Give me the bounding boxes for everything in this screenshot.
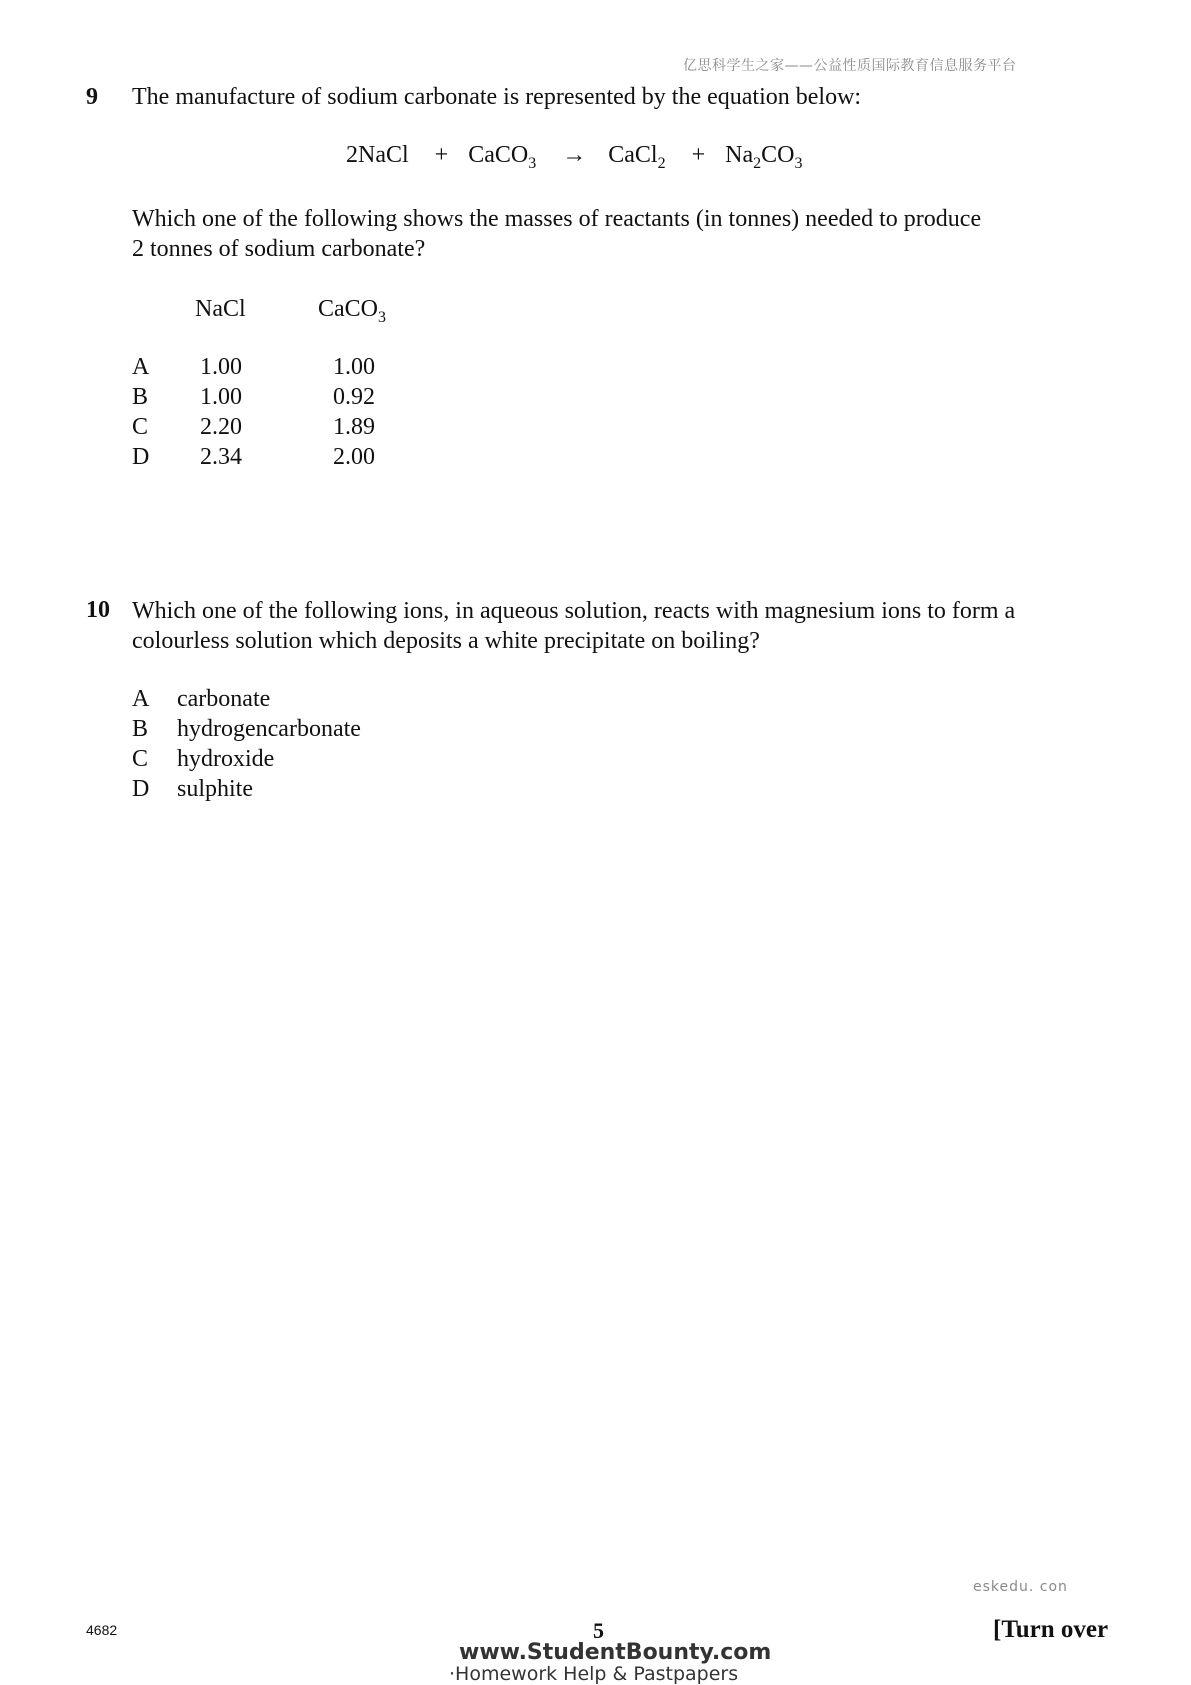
nacl-mass: 2.20 [200,414,242,440]
caco3-mass: 0.92 [333,384,375,410]
plus-sign: + [434,142,449,168]
answer-option-text: hydrogencarbonate [177,716,361,742]
reactant-caco3: CaCO$_3$ [468,142,537,172]
product-cacl2: CaCl$_2$ [608,142,666,172]
caco3-mass: 2.00 [333,444,375,470]
chemical-equation [346,142,802,173]
page-number: 5 [593,1618,604,1643]
question-number: 10 [86,597,110,623]
question-text-line-2: 2 tonnes of sodium carbonate? [132,236,426,262]
brand-url: www.StudentBounty.com [459,1640,772,1665]
brand-tagline: ·Homework Help & Pastpapers [449,1663,739,1685]
answer-option-letter: C [132,746,149,772]
caco3-mass: 1.00 [333,354,375,380]
answer-option-letter: B [132,384,149,410]
answer-option-letter: D [132,776,150,802]
question-intro: The manufacture of sodium carbonate is represented by the equation below: [132,84,862,110]
product-na2co3: $Na_2CO_3$ [725,142,803,172]
answer-option-letter: A [132,354,150,380]
answer-option-text: sulphite [177,776,253,802]
reactant-nacl: 2NaCl [346,142,409,168]
answer-option-text: hydroxide [177,746,275,772]
caco3-mass: 1.89 [333,414,375,440]
nacl-mass: 1.00 [200,384,242,410]
reaction-arrow: → [562,142,587,168]
question-text-line-1: Which one of the following shows the masses of reactants (in tonnes) needed to produce [132,206,982,232]
answer-option-letter: A [132,686,150,712]
site-watermark: eskedu. con [973,1579,1068,1595]
column-header-caco3: CaCO$_3$ [318,296,386,326]
question-text-line-1: Which one of the following ions, in aqueous solution, reacts with magnesium ions to form a [132,598,1016,624]
answer-option-text: carbonate [177,686,271,712]
answer-option-letter: C [132,414,149,440]
paper-code: 4682 [86,1622,118,1638]
plus-sign: + [691,142,706,168]
header-watermark: 亿思科学生之家——公益性质国际教育信息服务平台 [683,58,1017,74]
column-header-nacl: NaCl [195,296,246,322]
answer-option-letter: B [132,716,149,742]
question-text-line-2: colourless solution which deposits a white precipitate on boiling? [132,628,760,654]
turn-over-label: [Turn over [993,1616,1109,1643]
nacl-mass: 2.34 [200,444,242,470]
answer-option-letter: D [132,444,150,470]
nacl-mass: 1.00 [200,354,242,380]
question-number: 9 [86,84,98,110]
